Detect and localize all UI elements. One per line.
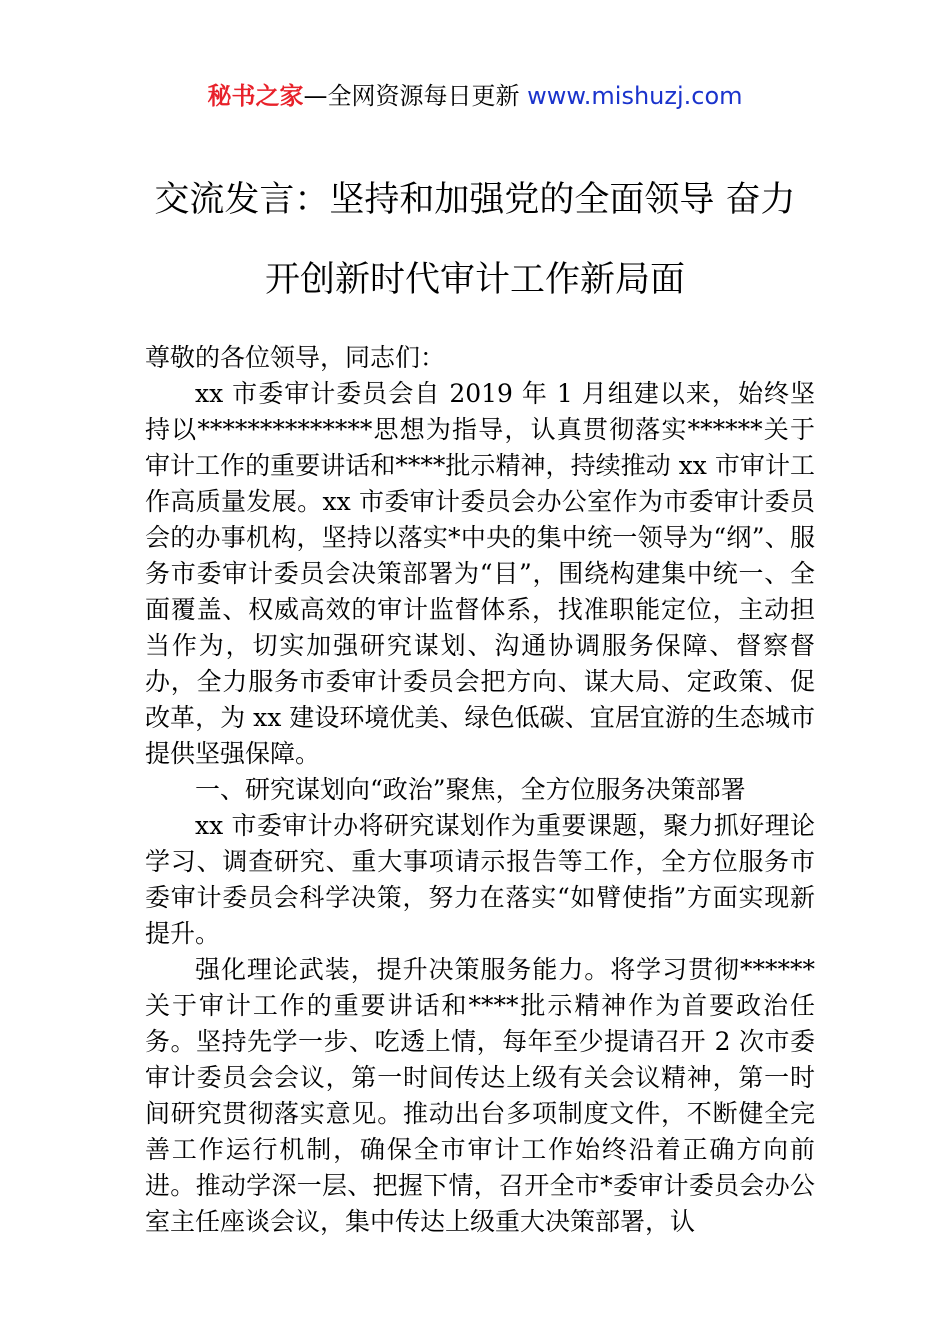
title-line-1: 交流发言：坚持和加强党的全面领导 奋力	[154, 180, 796, 220]
document-body	[145, 340, 815, 1240]
paragraph-section-1: xx 市委审计办将研究谋划作为重要课题，聚力抓好理论学习、调查研究、重大事项请示报告等工作，全方位服务市委审计委员会科学决策，努力在落实“如臂使指”方面实现新提升。	[145, 811, 815, 948]
paragraph-intro: xx 市委审计委员会自 2019 年 1 月组建以来，始终坚持以**************思想为指导，认真贯彻落实******关于审计工作的重要讲话和****批示精神，持续推动 xx 市审计工作高质量发展。xx 市委审计委员会办公室作为市委审计委员会的办事机构，坚持以落实*中央的集中统一领导为“纲”、服务市委审计委员会决策部署为“目”，围绕构建集中统一、全面覆盖、权威高效的审计监督体系，找准职能定位，主动担当作为，切实加强研究谋划、沟通协调服务保障、督察督办，全力服务市委审计委员会把方向、谋大局、定政策、促改革，为 xx 建设环境优美、绿色低碳、宜居宜游的生态城市提供坚强保障。	[145, 379, 815, 768]
salutation: 尊敬的各位领导，同志们：	[145, 343, 446, 372]
section-heading-1: 一、研究谋划向“政治”聚焦，全方位服务决策部署	[195, 775, 746, 804]
paragraph-theory: 强化理论武装，提升决策服务能力。将学习贯彻******关于审计工作的重要讲话和****批示精神作为首要政治任务。坚持先学一步、吃透上情，每年至少提请召开 2 次市委审计委员会会议，第一时间传达上级有关会议精神，第一时间研究贯彻落实意见。推动出台多项制度文件，不断健全完善工作运行机制，确保全市审计工作始终沿着正确方向前进。推动学深一层、把握下情，召开全市*委审计委员会办公室主任座谈会议，集中传达上级重大决策部署，认	[145, 955, 815, 1236]
document-title	[0, 178, 950, 302]
brand-name: 秘书之家	[207, 82, 304, 110]
title-line-2: 开创新时代审计工作新局面	[264, 260, 685, 300]
site-header	[0, 80, 950, 112]
site-url-link[interactable]: www.mishuzj.com	[527, 82, 743, 110]
header-tagline: —全网资源每日更新	[303, 82, 520, 110]
